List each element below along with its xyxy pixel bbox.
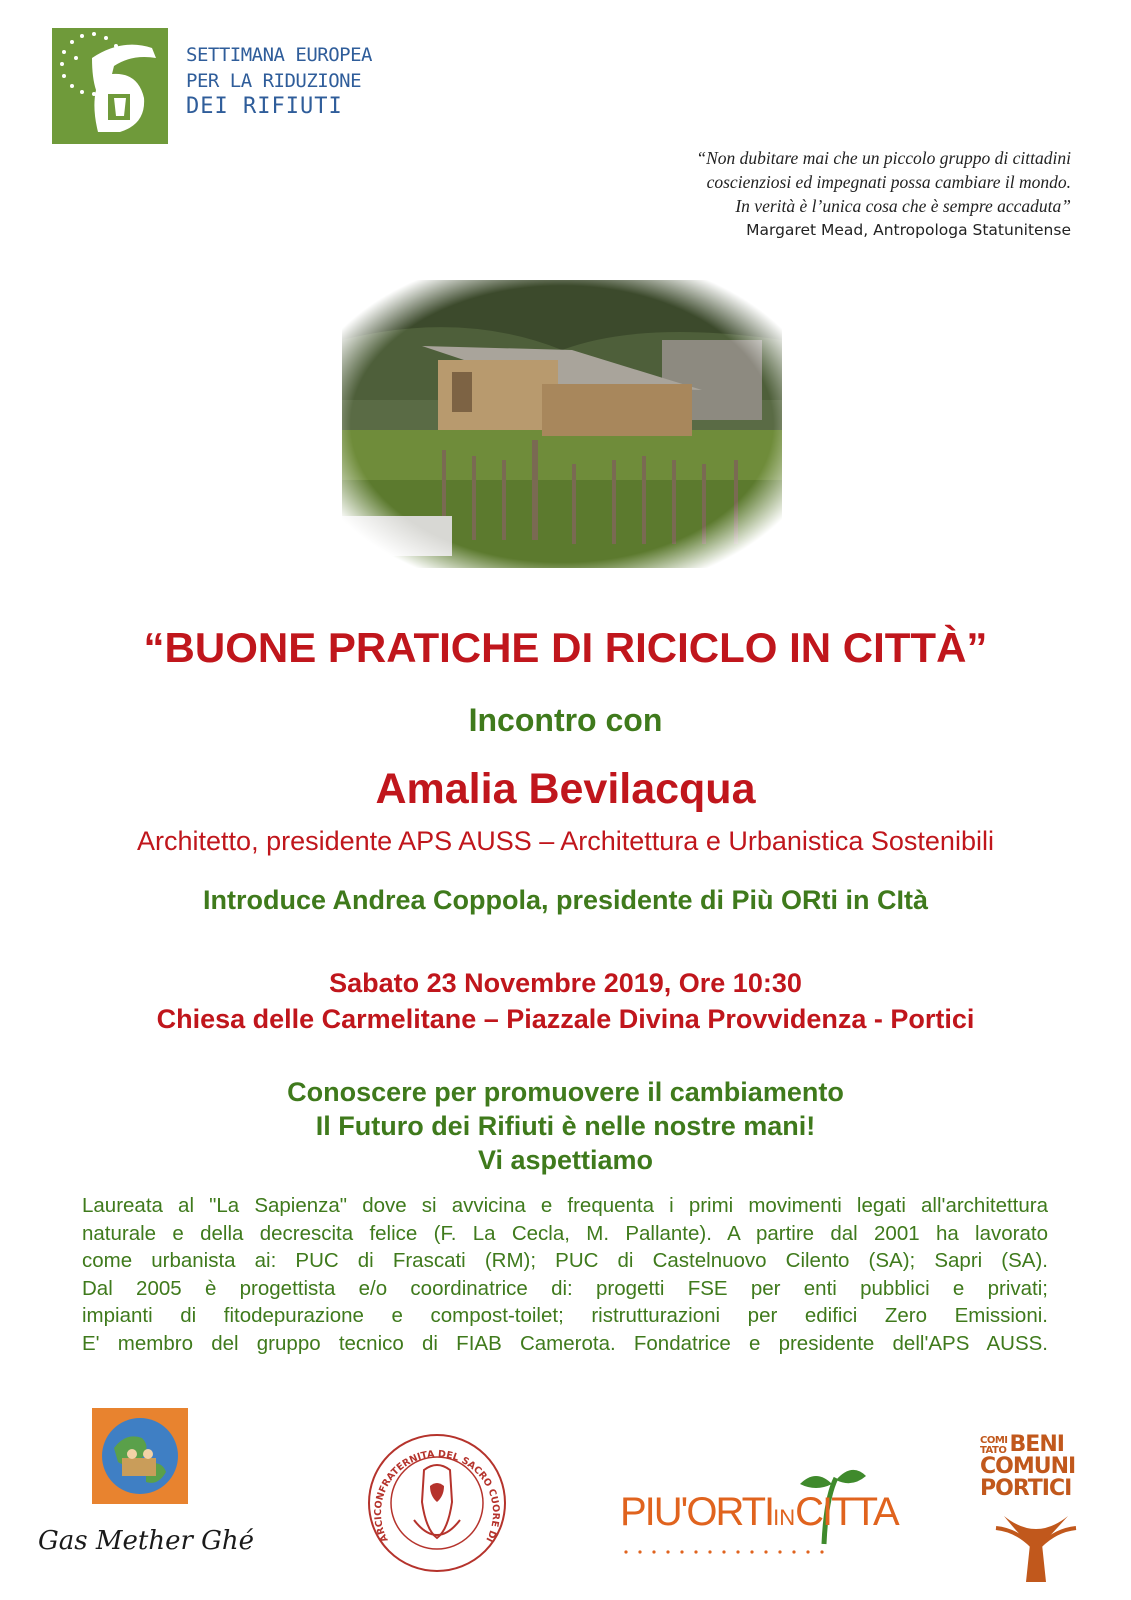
bio-line: E' membro del gruppo tecnico di FIAB Camerota. Fondatrice e presidente dell'APS AUSS. [82,1331,1048,1355]
slogan-2: Il Futuro dei Rifiuti è nelle nostre mani! [315,1111,816,1141]
logo-line-1: SETTIMANA EUROPEA [186,44,372,66]
comitato-word-1: COMI [980,1435,1008,1446]
event-title: “BUONE PRATICHE DI RICICLO IN CITTÀ” [143,624,988,671]
eu-week-logo-text [186,42,406,120]
piu-orti-text [620,1490,898,1535]
globe-icon [92,1408,188,1504]
event-subtitle: Incontro con [468,702,663,738]
gas-mether-ghe-name: Gas Mether Ghé [38,1526,255,1556]
beni-word: BENI [1009,1432,1064,1457]
introduction-line: Introduce Andrea Coppola, presidente di Più ORti in CItà [202,885,929,915]
bio-line: naturale e della decrescita felice (F. La Cecla, M. Pallante). A partire dal 2001 ha lavorato [82,1221,1048,1245]
logo-line-3: DEI RIFIUTI [186,94,343,119]
slogan-1: Conoscere per promuovere il cambiamento [287,1077,844,1107]
in-word: IN [773,1505,796,1530]
quote-line-1: “Non dubitare mai che un piccolo gruppo di cittadini [696,148,1071,168]
event-date-time: Sabato 23 Novembre 2019, Ore 10:30 [329,968,802,998]
portici-word: PORTICI [980,1476,1072,1501]
confraternity-seal [364,1430,510,1576]
event-venue: Chiesa delle Carmelitane – Piazzale Divina Provvidenza - Portici [156,1004,975,1034]
speaker-name: Amalia Bevilacqua [375,765,756,813]
quote-line-2: coscienziosi ed impegnati possa cambiare il mondo. [706,172,1071,192]
quote-author: Margaret Mead, Antropologa Statunitense [746,221,1071,239]
speaker-bio [82,1192,1048,1357]
seal-icon [364,1430,510,1576]
hand-recycle-icon [52,28,168,144]
gas-mether-ghe-logo [92,1408,188,1504]
logo-line-2: PER LA RIDUZIONE [186,70,362,92]
quote-block [511,146,1071,242]
citta-word: CITTA [795,1490,898,1534]
speaker-role: Architetto, presidente APS AUSS – Architettura e Urbanistica Sostenibili [137,826,994,856]
comuni-word: COMUNI [980,1454,1076,1479]
bio-line: Dal 2005 è progettista e/o coordinatrice di: progetti FSE per enti pubblici e privati; [82,1276,1048,1300]
orti-word: ORTI [686,1490,774,1534]
bio-line: come urbanista ai: PUC di Frascati (RM); PUC di Castelnuovo Cilento (SA); Sapri (SA). [82,1249,1048,1272]
comitato-word-2: TATO [980,1445,1007,1456]
garden-photo [342,280,782,568]
bio-line: impianti di fitodepurazione e compost-toilet; ristrutturazioni per edifici Zero Emissioni. [82,1304,1048,1327]
piu-word: PIU' [620,1490,687,1534]
eu-week-logo [52,28,168,144]
bio-line: Laureata al "La Sapienza" dove si avvicina e frequenta i primi movimenti legati all'architettura [82,1194,1048,1217]
slogan-3: Vi aspettiamo [477,1145,654,1175]
quote-line-3: In verità è l’unica cosa che è sempre accaduta” [735,196,1071,216]
comitato-text [980,1434,1100,1500]
seal-text: ARCICONFRATERNITA DEL SACRO CUORE DI [372,1448,502,1544]
